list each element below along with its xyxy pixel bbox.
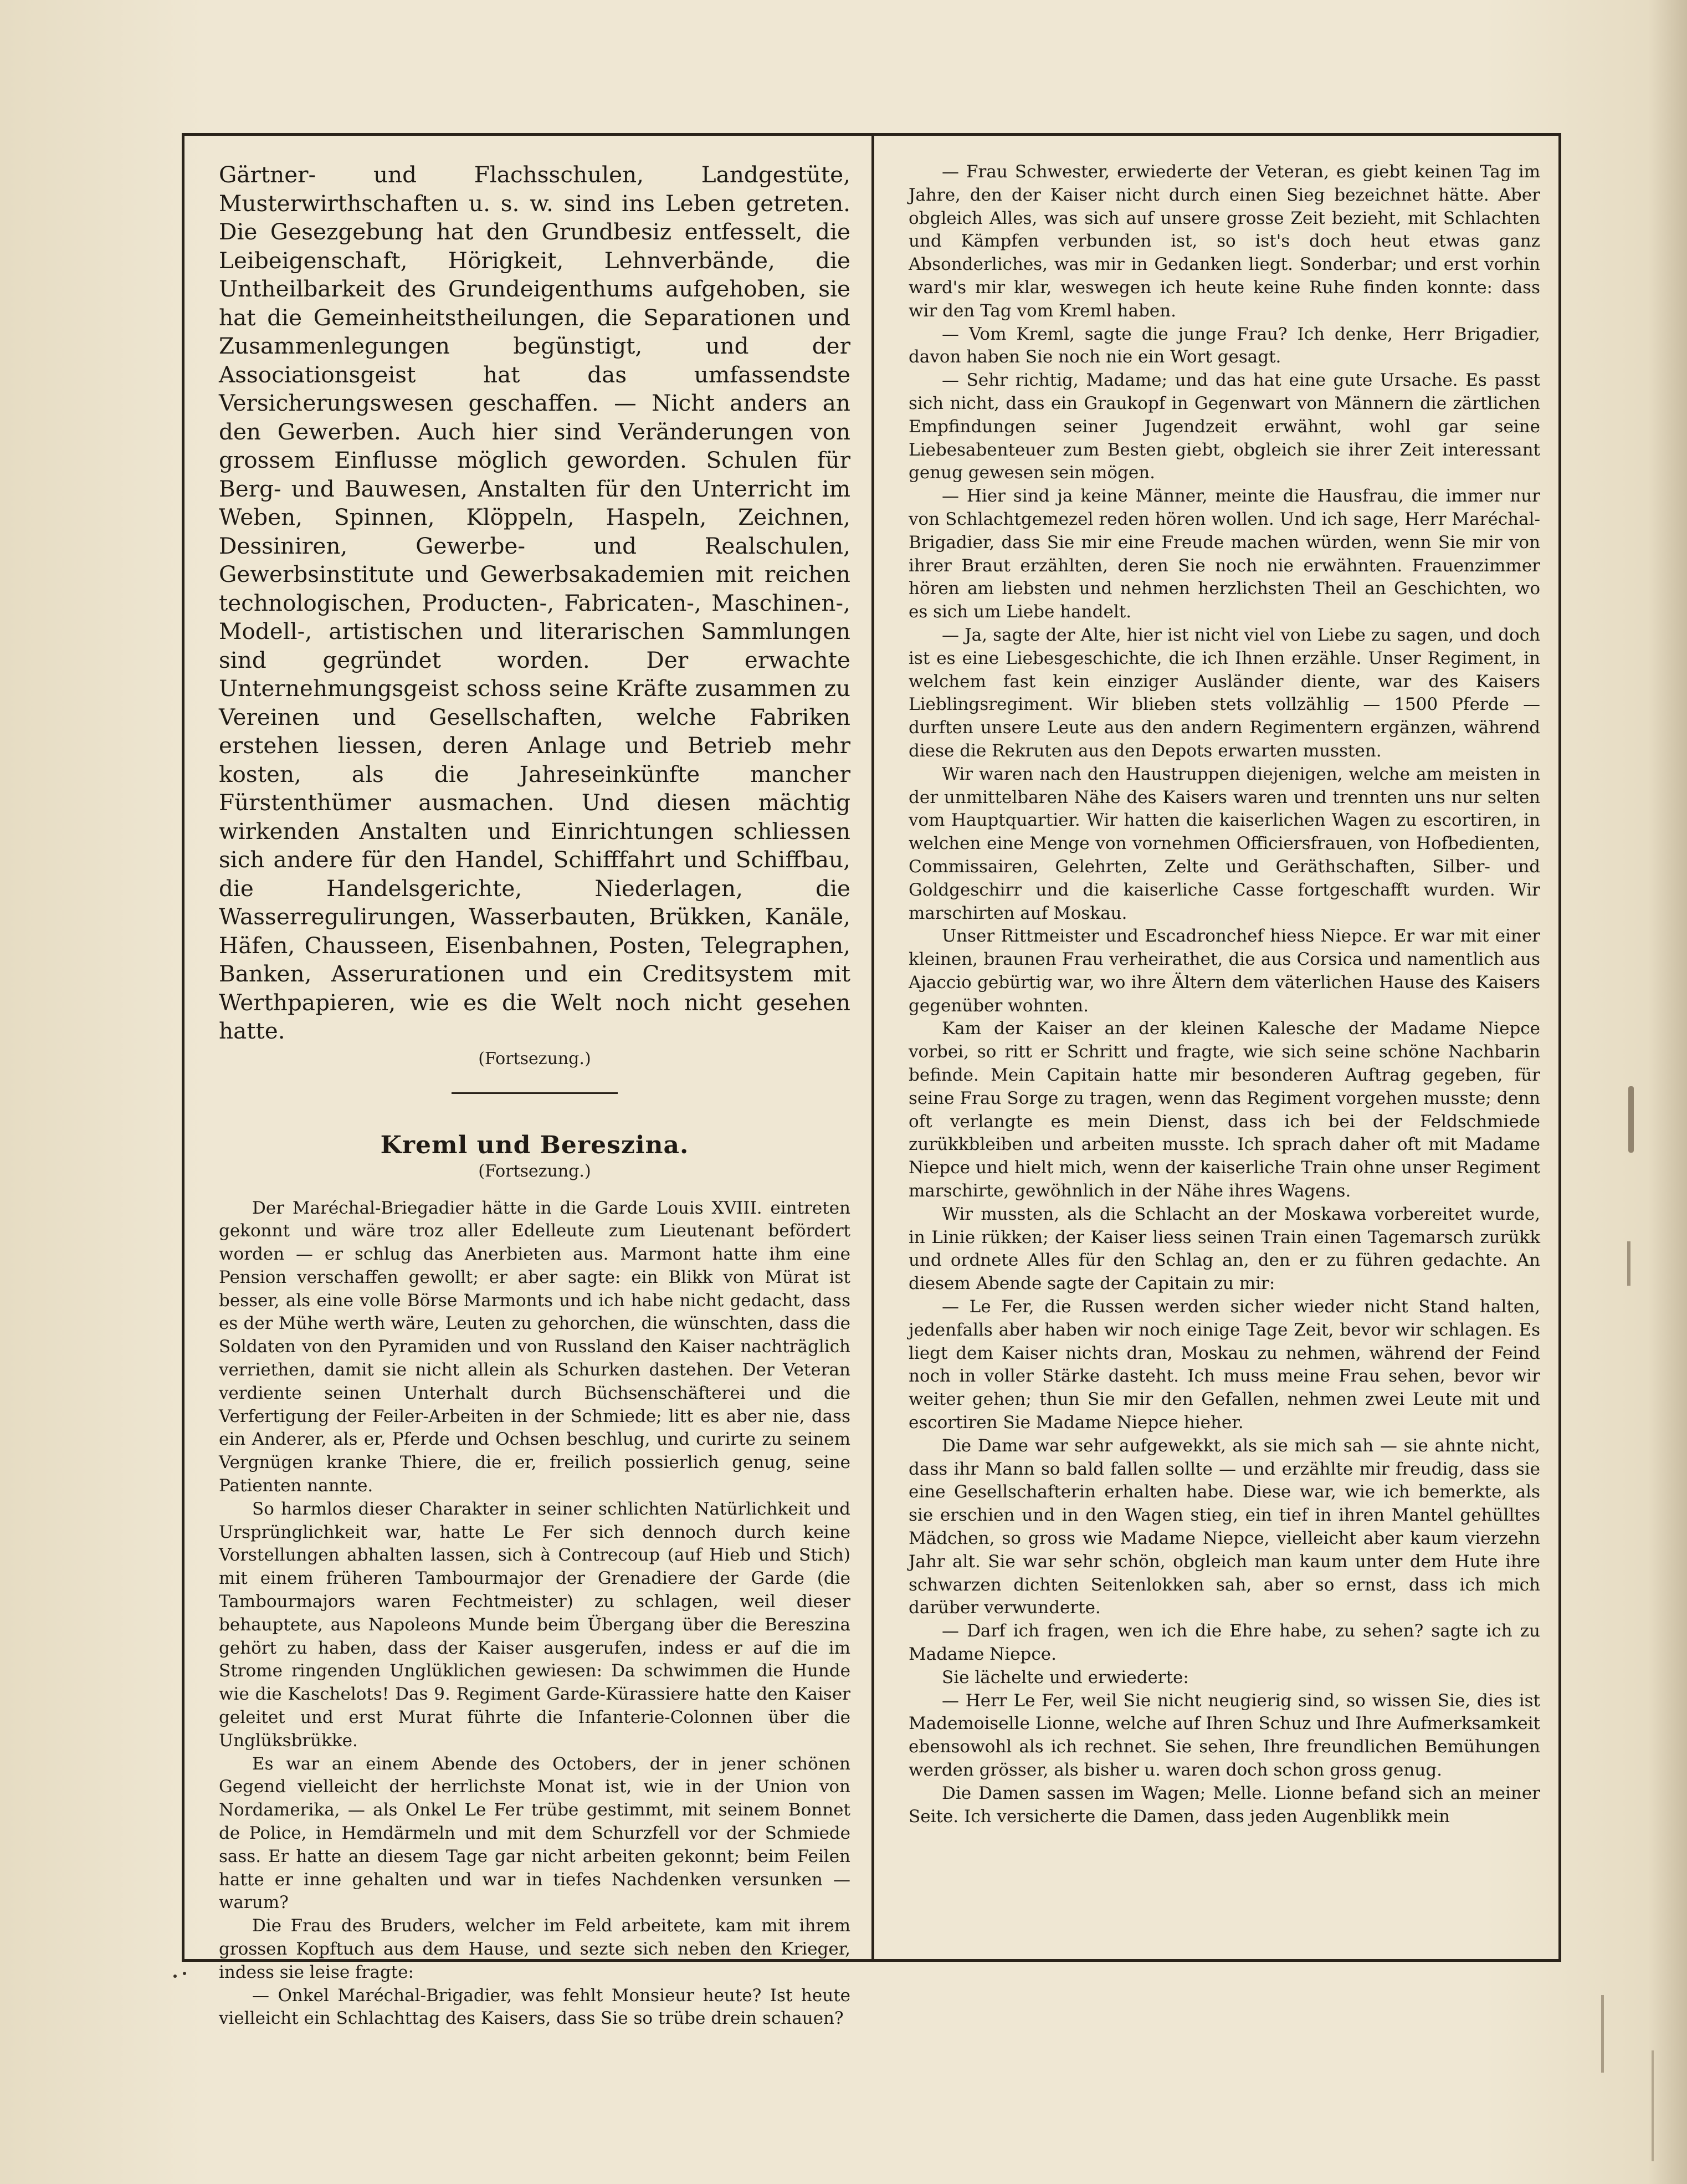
article-paragraph: — Vom Kreml, sagte die junge Frau? Ich denke, Herr Brigadier, davon haben Sie noch nie ein Wort gesagt. (909, 324, 1540, 367)
article-paragraph: — Le Fer, die Russen werden sicher wieder nicht Stand halten, jedenfalls aber haben wir noch einige Tage Zeit, bevor wir schlagen. Es liegt dem Kaiser nichts dran, Moskau zu nehmen, während der Feind noch in voller Stärke dasteht. Ich muss meine Frau sehen, bevor wir weiter gehen; thun Sie mir den Gefallen, nehmen zwei Leute mit und escortiren Sie Madame Niepce hieher. (909, 1297, 1540, 1433)
left-top-paragraph: Gärtner- und Flachsschulen, Landgestüte, Musterwirthschaften u. s. w. sind ins Leben getreten. Die Gesezgebung hat den Grundbesiz entfesselt, die Leibeigenschaft, Hörigkeit, Lehnverbände, die Untheilbarkeit des Grundeigenthums aufgehoben, sie hat die Gemeinheitstheilungen, die Separationen und Zusammenlegungen begünstigt, und der Associationsgeist hat das umfassendste Versicherungswesen geschaffen. — Nicht anders an den Gewerben. Auch hier sind Veränderungen von grossem Einflusse möglich geworden. Schulen für Berg- und Bauwesen, Anstalten für den Unterricht im Weben, Spinnen, Klöppeln, Haspeln, Zeichnen, Dessiniren, Gewerbe- und Realschulen, Gewerbsinstitute und Gewerbsakademien mit reichen technologischen, Producten-, Fabricaten-, Maschinen-, Modell-, artistischen und literarischen Sammlungen sind gegründet worden. Der erwachte Unternehmungsgeist schoss seine Kräfte zusammen zu Vereinen und Gesellschaften, welche Fabriken erstehen liessen, deren Anlage und Betrieb mehr kosten, als die Jahreseinkünfte mancher Fürstenthümer ausmachen. Und diesen mächtig wirkenden Anstalten und Einrichtungen schliessen sich andere für den Handel, Schifffahrt und Schiffbau, die Handelsgerichte, Niederlagen, die Wasserregulirungen, Wasserbauten, Brükken, Kanäle, Häfen, Chausseen, Eisenbahnen, Posten, Telegraphen, Banken, Asserurationen und ein Creditsystem mit Werthpapieren, wie es die Welt noch nicht gesehen hatte. (219, 161, 850, 1044)
article-paragraph: Es war an einem Abende des Octobers, der in jener schönen Gegend vielleicht der herrlichste Monat ist, wie in der Union von Nordamerika, — als Onkel Le Fer trübe gestimmt, mit seinem Bonnet de Police, in Hemdärmeln und mit dem Schurzfell vor der Schmiede sass. Er hatte an diesem Tage gar nicht arbeiten gekonnt; beim Feilen hatte er inne gehalten und war in tiefes Nachdenken versunken — warum? (219, 1753, 850, 1913)
article-paragraph: Unser Rittmeister und Escadronchef hiess Niepce. Er war mit einer kleinen, braunen Frau verheirathet, die aus Corsica und namentlich aus Ajaccio gebürtig war, wo ihre Ältern dem väterlichen Hause des Kaisers gegenüber wohnten. (909, 926, 1540, 1016)
ink-speck (183, 1972, 186, 1975)
edge-stain (1627, 1241, 1630, 1286)
article-separator (452, 1092, 618, 1094)
article-paragraph: — Ja, sagte der Alte, hier ist nicht viel von Liebe zu sagen, und doch ist es eine Liebesgeschichte, die ich Ihnen erzähle. Unser Regiment, in welchem fast kein einziger Ausländer diente, war des Kaisers Lieblingsregiment. Wir blieben stets vollzählig — 1500 Pferde — durften unsere Leute aus den andern Regimentern ergänzen, während diese die Rekruten aus den Depots erwarten mussten. (909, 625, 1540, 761)
edge-stain (1628, 1086, 1634, 1153)
article-paragraph: Kam der Kaiser an der kleinen Kalesche der Madame Niepce vorbei, so ritt er Schritt und fragte, wie sich seine schöne Nachbarin befinde. Mein Capitain hatte mir besonderen Auftrag gegeben, für seine Frau Sorge zu tragen, wenn das Regiment vorgehen musste; denn oft verlangte es mein Dienst, dass ich bei der Feldschmiede zurükkbleiben und arbeiten musste. Ich sprach daher oft mit Madame Niepce und hielt mich, wenn der kaiserliche Train ohne unser Regiment marschirte, gewöhnlich in der Nähe ihres Wagens. (909, 1019, 1540, 1201)
left-top-article (219, 161, 850, 1071)
article-paragraph: — Herr Le Fer, weil Sie nicht neugierig sind, so wissen Sie, dies ist Mademoiselle Lionne, welche auf Ihren Schuz und Ihre Aufmerksamkeit ebensowohl als ich rechnet. Sie sehen, Ihre freundlichen Bemühungen werden grösser, als bisher u. waren doch schon gross genug. (909, 1690, 1540, 1780)
edge-stain (1652, 2050, 1654, 2161)
article-paragraph: Wir mussten, als die Schlacht an der Moskawa vorbereitet wurde, in Linie rükken; der Kaiser liess seinen Train einen Tagemarsch zurükk und ordnete Alles für den Schlag an, den er zu führen gedachte. An diesem Abende sagte der Capitain zu mir: (909, 1204, 1540, 1294)
article-paragraph: Der Maréchal-Briegadier hätte in die Garde Louis XVIII. eintreten gekonnt und wäre troz aller Edelleute zum Lieutenant befördert worden — er schlug das Anerbieten aus. Marmont hatte ihm eine Pension verschaffen gewollt; er aber sagte: ein Blikk von Mürat ist besser, als eine volle Börse Marmonts und ich habe nicht gedacht, dass es der Mühe werth wäre, Leuten zu gehorchen, die wünschten, dass die Soldaten von den Pyramiden und von Russland den Kaiser nachträglich verriethen, damit sie nicht allein als Schurken dastehen. Der Veteran verdiente seinen Unterhalt durch Büchsenschäfterei und die Verfertigung der Feiler-Arbeiten in der Schmiede; litt es aber nie, dass ein Anderer, als er, Pferde und Ochsen beschlug, und curirte zu seinem Vergnügen kranke Thiere, die er, freilich possierlich genug, seine Patienten nannte. (219, 1198, 850, 1496)
article-subtitle: (Fortsezung.) (478, 1161, 591, 1181)
article-title: Kreml und Bereszina. (380, 1131, 689, 1159)
article-paragraph: Die Dame war sehr aufgewekkt, als sie mich sah — sie ahnte nicht, dass ihr Mann so bald fallen sollte — und erzählte mir freudig, dass sie eine Gesellschafterin erhalten habe. Diese war, wie ich bemerkte, als sie erschien und in den Wagen stieg, ein tief in ihren Mantel gehülltes Mädchen, so gross wie Madame Niepce, vielleicht aber kaum vierzehn Jahr alt. Sie war sehr schön, obgleich man kaum unter dem Hute ihre schwarzen dichten Seitenlokken sah, aber so ernst, dass ich mich darüber verwunderte. (909, 1435, 1540, 1618)
article-paragraph: — Hier sind ja keine Männer, meinte die Hausfrau, die immer nur von Schlachtgemezel reden hören wollen. Und ich sage, Herr Maréchal-Brigadier, dass Sie mir eine Freude machen würden, wenn Sie mir von ihrer Braut erzählten, deren Sie noch nie erwähnten. Frauenzimmer hören am liebsten und nehmen herzlichsten Theil an Geschichten, wo es sich um Liebe handelt. (909, 486, 1540, 622)
continued-note: (Fortsezung.) (478, 1048, 591, 1068)
article-paragraph: — Frau Schwester, erwiederte der Veteran, es giebt keinen Tag im Jahre, den der Kaiser nicht durch einen Sieg bezeichnet hätte. Aber obgleich Alles, was sich auf unsere grosse Zeit bezieht, mit Schlachten und Kämpfen verbunden ist, so ist's doch heut etwas ganz Absonderliches, was mir in Gedanken liegt. Sonderbar; und erst vorhin ward's mir klar, weswegen ich heute keine Ruhe finden konnte: dass wir den Tag vom Kreml haben. (909, 162, 1540, 321)
article-paragraph: Die Damen sassen im Wagen; Melle. Lionne befand sich an meiner Seite. Ich versicherte die Damen, dass jeden Augenblikk mein (909, 1783, 1540, 1827)
article-paragraph: Die Frau des Bruders, welcher im Feld arbeitete, kam mit ihrem grossen Kopftuch aus dem Hause, und sezte sich neben den Krieger, indess sie leise fragte: (219, 1916, 850, 1982)
article-paragraph: Wir waren nach den Haustruppen diejenigen, welche am meisten in der unmittelbaren Nähe des Kaisers waren und trennten uns nur selten vom Hauptquartier. Wir hatten die kaiserlichen Wagen zu escortiren, in welchen eine Menge von vornehmen Officiersfrauen, von Hofbedienten, Commissairen, Gelehrten, Zelte und Geräthschaften, Silber- und Goldgeschirr und die kaiserliche Casse fortgeschafft wurden. Wir marschirten auf Moskau. (909, 764, 1540, 923)
ink-speck (173, 1975, 177, 1978)
article-body-left (219, 1197, 850, 2031)
article-paragraph: — Darf ich fragen, wen ich die Ehre habe, zu sehen? sagte ich zu Madame Niepce. (909, 1621, 1540, 1664)
edge-stain (1601, 1995, 1604, 2073)
article-paragraph: — Onkel Maréchal-Brigadier, was fehlt Monsieur heute? Ist heute vielleicht ein Schlachttag des Kaisers, dass Sie so trübe drein schauen? (219, 1985, 850, 2029)
article-paragraph: So harmlos dieser Charakter in seiner schlichten Natürlichkeit und Ursprünglichkeit war, hatte Le Fer sich dennoch durch keine Vorstellungen abhalten lassen, sich à Contrecoup (auf Hieb und Stich) mit einem früheren Tambourmajor der Grenadiere der Garde (die Tambourmajors waren Fechtmeister) zu schlagen, weil dieser behauptete, aus Napoleons Munde beim Übergang über die Bereszina gehört zu haben, dass der Kaiser ausgerufen, indess er auf die im Strome ringenden Unglüklichen gewiesen: Da schwimmen die Hunde wie die Kaschelots! Das 9. Regiment Garde-Kürassiere hatte den Kaiser geleitet und erst Murat führte die Infanterie-Colonnen über die Unglüksbrükke. (219, 1498, 850, 1751)
left-column (219, 161, 850, 2030)
column-divider (871, 133, 874, 1962)
right-column (909, 161, 1540, 1828)
article-paragraph: Sie lächelte und erwiederte: (942, 1667, 1189, 1687)
article-paragraph: — Sehr richtig, Madame; und das hat eine gute Ursache. Es passt sich nicht, dass ein Graukopf in Gegenwart von Männern die zärtlichen Empfindungen seiner Jugendzeit erwähnt, wohl gar seine Liebesabenteuer zum Besten giebt, obgleich sie ihrer Zeit interessant genug gewesen sein mögen. (909, 370, 1540, 483)
page-edge-shadow (1648, 0, 1687, 2184)
